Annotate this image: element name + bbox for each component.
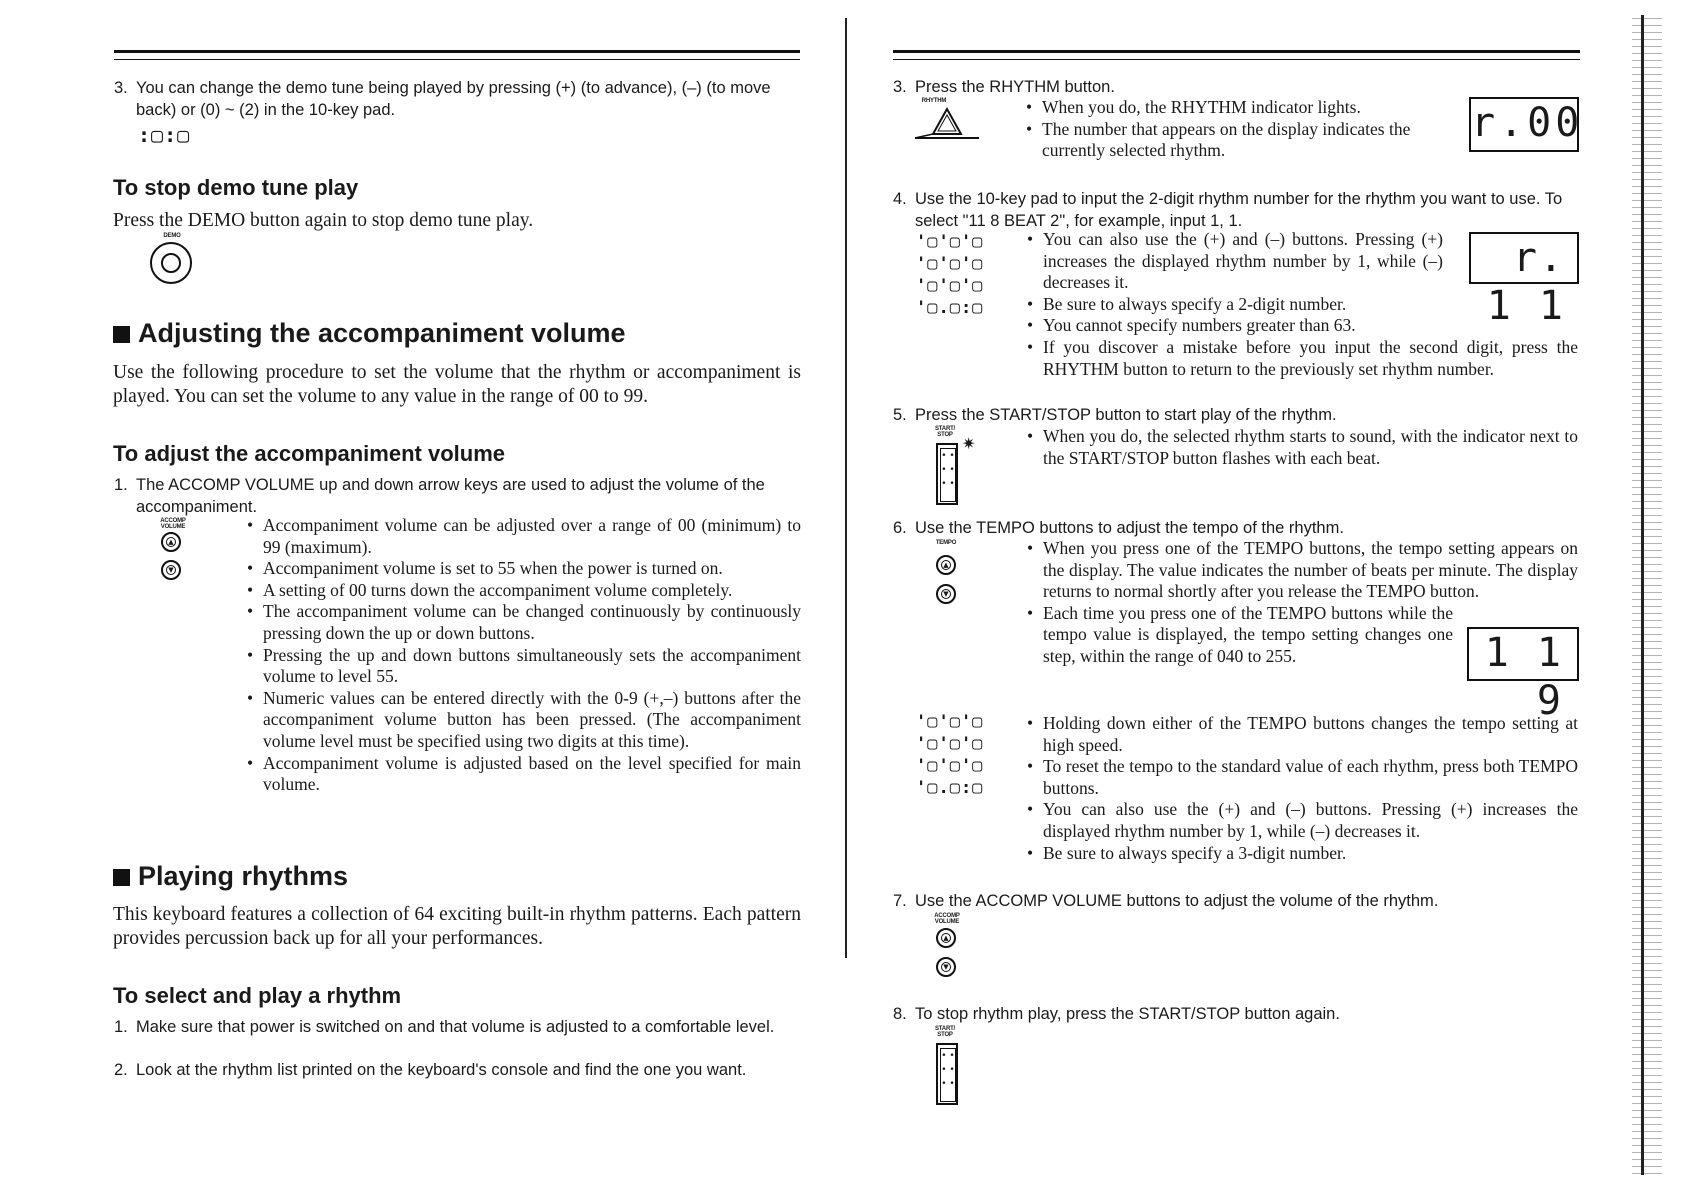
right-step8 <box>893 1003 1583 1025</box>
step-text: Use the 10-key pad to input the 2-digit rhythm number for the rhythm you want to use. To select "11 8 BEAT 2", for example, input 1, 1. <box>915 190 1563 230</box>
tempo-down-button <box>936 584 956 604</box>
keypad-sequence <box>916 231 983 319</box>
keypad-sequence <box>916 711 983 799</box>
rhythm-button-label: RHYTHM <box>921 98 947 104</box>
stop-demo-heading: To stop demo tune play <box>113 175 359 200</box>
tempo-label: TEMPO <box>935 540 957 546</box>
scan-edge-line <box>1641 15 1644 1175</box>
right-top-rule <box>893 50 1580 60</box>
adjust-accomp-step <box>114 474 804 518</box>
section-square-icon <box>113 869 130 886</box>
adjust-accomp-heading: To adjust the accompaniment volume <box>113 441 505 466</box>
key-row: '▢.▢:▢ <box>916 298 984 318</box>
step-text: Make sure that power is switched on and that volume is adjusted to a comfortable level. <box>136 1018 775 1036</box>
step-number: 3. <box>114 79 128 97</box>
start-stop-button <box>936 1043 958 1105</box>
key-row: '▢'▢'▢ <box>916 232 984 252</box>
step-text: You can change the demo tune being played by pressing (+) (to advance), (–) (to move back) or (0) ~ (2) in the 10-key pad. <box>136 79 771 119</box>
down-arrow-icon: ▼ <box>941 589 951 599</box>
accomp-down-button <box>936 957 956 977</box>
right-step5 <box>893 404 1583 426</box>
start-stop-label: START/ STOP <box>934 1026 956 1038</box>
page-divider <box>845 18 847 958</box>
demo-button-inner-icon <box>161 253 181 273</box>
right-step6 <box>893 517 1583 539</box>
key-row: '▢.▢:▢ <box>916 778 984 798</box>
down-arrow-icon: ▼ <box>941 962 951 972</box>
tempo-display: 1 1 9 <box>1467 627 1579 681</box>
list-item: • The number that appears on the display indicates the currently selected rhythm. <box>1024 119 1436 162</box>
step-number: 3. <box>893 78 907 96</box>
step-text: To stop rhythm play, press the START/STOP button again. <box>915 1005 1340 1023</box>
right-step7 <box>893 890 1583 912</box>
flashing-indicator-icon: ✷ <box>962 434 976 453</box>
list-item: • When you do, the RHYTHM indicator lights. <box>1024 97 1436 119</box>
list-item: • Accompaniment volume is set to 55 when the power is turned on. <box>245 558 801 580</box>
section-rhythms-intro: This keyboard features a collection of 64 exciting built-in rhythm patterns. Each pattern provides percussion back up for all your performances. <box>113 904 801 949</box>
select-step-1 <box>114 1016 804 1038</box>
step-text: The ACCOMP VOLUME up and down arrow keys are used to adjust the volume of the accompaniment. <box>136 476 765 516</box>
accomp-down-button <box>161 560 181 580</box>
rhythm-display: r.00 <box>1469 97 1579 152</box>
list-item: • A setting of 00 turns down the accompaniment volume completely. <box>245 580 801 602</box>
right-step3-bullets <box>1024 97 1436 162</box>
demo-button-label: DEMO <box>163 233 181 239</box>
button-inner: • • • • • • <box>940 448 956 502</box>
section-rhythms-heading: Playing rhythms <box>113 861 348 892</box>
step-text: Press the RHYTHM button. <box>915 78 1115 96</box>
accomp-volume-label: ACCOMP VOLUME <box>934 913 960 925</box>
start-stop-button <box>936 443 958 505</box>
list-item: • Holding down either of the TEMPO buttons changes the tempo setting at high speed. <box>1025 713 1578 756</box>
key-row: '▢'▢'▢ <box>916 254 984 274</box>
step-number: 4. <box>893 190 907 208</box>
select-step-2 <box>114 1059 804 1081</box>
left-step3 <box>114 77 804 121</box>
list-item: • The accompaniment volume can be changed continuously by continuously pressing down the up or down buttons. <box>245 601 801 644</box>
up-arrow-icon: ▲ <box>941 933 951 943</box>
list-item: • Numeric values can be entered directly with the 0-9 (+,–) buttons after the accompaniment volume button has been pressed. (The accompaniment volume level must be specified using two digits at this time). <box>245 688 801 753</box>
start-stop-label: START/ STOP <box>934 426 956 438</box>
right-step5-bullets <box>1025 426 1578 469</box>
accomp-volume-label: ACCOMP VOLUME <box>160 518 186 530</box>
stop-demo-text: Press the DEMO button again to stop demo tune play. <box>113 210 534 231</box>
demo-button <box>150 242 192 284</box>
right-step4 <box>893 188 1583 232</box>
key-row: '▢'▢'▢ <box>916 756 984 776</box>
step-text: Use the TEMPO buttons to adjust the tempo of the rhythm. <box>915 519 1344 537</box>
section-square-icon <box>113 326 130 343</box>
accomp-up-button <box>936 928 956 948</box>
key-indicator: :▢:▢ <box>138 123 191 147</box>
accomp-up-button <box>161 532 181 552</box>
list-item: • You cannot specify numbers greater than 63. <box>1025 315 1578 337</box>
section-accomp-heading: Adjusting the accompaniment volume <box>113 318 626 349</box>
list-item: • Be sure to always specify a 3-digit number. <box>1025 843 1578 865</box>
list-item: • To reset the tempo to the standard value of each rhythm, press both TEMPO buttons. <box>1025 756 1578 799</box>
rhythm-button-icon <box>913 106 981 142</box>
list-item: • When you press one of the TEMPO buttons, the tempo setting appears on the display. The value indicates the number of beats per minute. The display returns to normal shortly after you release the TEMPO button. <box>1025 538 1578 603</box>
button-inner: • • • • • • <box>940 1048 956 1102</box>
tempo-up-button <box>936 555 956 575</box>
step-text: Use the ACCOMP VOLUME buttons to adjust the volume of the rhythm. <box>915 892 1439 910</box>
section-accomp-intro: Use the following procedure to set the volume that the rhythm or accompaniment is played. You can set the volume to any value in the range of 00 to 99. <box>113 362 801 407</box>
list-item: • If you discover a mistake before you input the second digit, press the RHYTHM button to return to the previously set rhythm number. <box>1025 337 1578 380</box>
step-text: Look at the rhythm list printed on the keyboard's console and find the one you want. <box>136 1061 747 1079</box>
list-item: • Accompaniment volume is adjusted based on the level specified for main volume. <box>245 753 801 796</box>
list-item: • Accompaniment volume can be adjusted over a range of 00 (minimum) to 99 (maximum). <box>245 515 801 558</box>
down-arrow-icon: ▼ <box>166 565 176 575</box>
list-item: • You can also use the (+) and (–) buttons. Pressing (+) increases the displayed rhythm number by 1, while (–) decreases it. <box>1025 229 1443 294</box>
step-number: 1. <box>114 476 128 494</box>
key-row: '▢'▢'▢ <box>916 712 984 732</box>
step-number: 6. <box>893 519 907 537</box>
up-arrow-icon: ▲ <box>166 537 176 547</box>
key-row: '▢'▢'▢ <box>916 734 984 754</box>
list-item: • Each time you press one of the TEMPO buttons while the tempo value is displayed, the tempo setting changes one step, within the range of 040 to 255. <box>1025 603 1453 668</box>
step-number: 5. <box>893 406 907 424</box>
step-number: 1. <box>114 1018 128 1036</box>
step-text: Press the START/STOP button to start play of the rhythm. <box>915 406 1337 424</box>
left-top-rule <box>114 50 800 60</box>
list-item: • You can also use the (+) and (–) buttons. Pressing (+) increases the displayed rhythm number by 1, while (–) decreases it. <box>1025 799 1578 842</box>
rhythm-display: r. 1 1 <box>1469 232 1579 284</box>
right-step3 <box>893 76 1583 98</box>
list-item: • When you do, the selected rhythm starts to sound, with the indicator next to the START/STOP button flashes with each beat. <box>1025 426 1578 469</box>
step-number: 2. <box>114 1061 128 1079</box>
step-number: 8. <box>893 1005 907 1023</box>
accomp-bullets <box>245 515 801 796</box>
scan-edge <box>1632 15 1662 1175</box>
list-item: • Be sure to always specify a 2-digit number. <box>1025 294 1578 316</box>
up-arrow-icon: ▲ <box>941 560 951 570</box>
right-step6-bullets-b <box>1025 713 1578 864</box>
list-item: • Pressing the up and down buttons simultaneously sets the accompaniment volume to level 55. <box>245 645 801 688</box>
select-rhythm-heading: To select and play a rhythm <box>113 983 402 1008</box>
step-number: 7. <box>893 892 907 910</box>
key-row: '▢'▢'▢ <box>916 276 984 296</box>
